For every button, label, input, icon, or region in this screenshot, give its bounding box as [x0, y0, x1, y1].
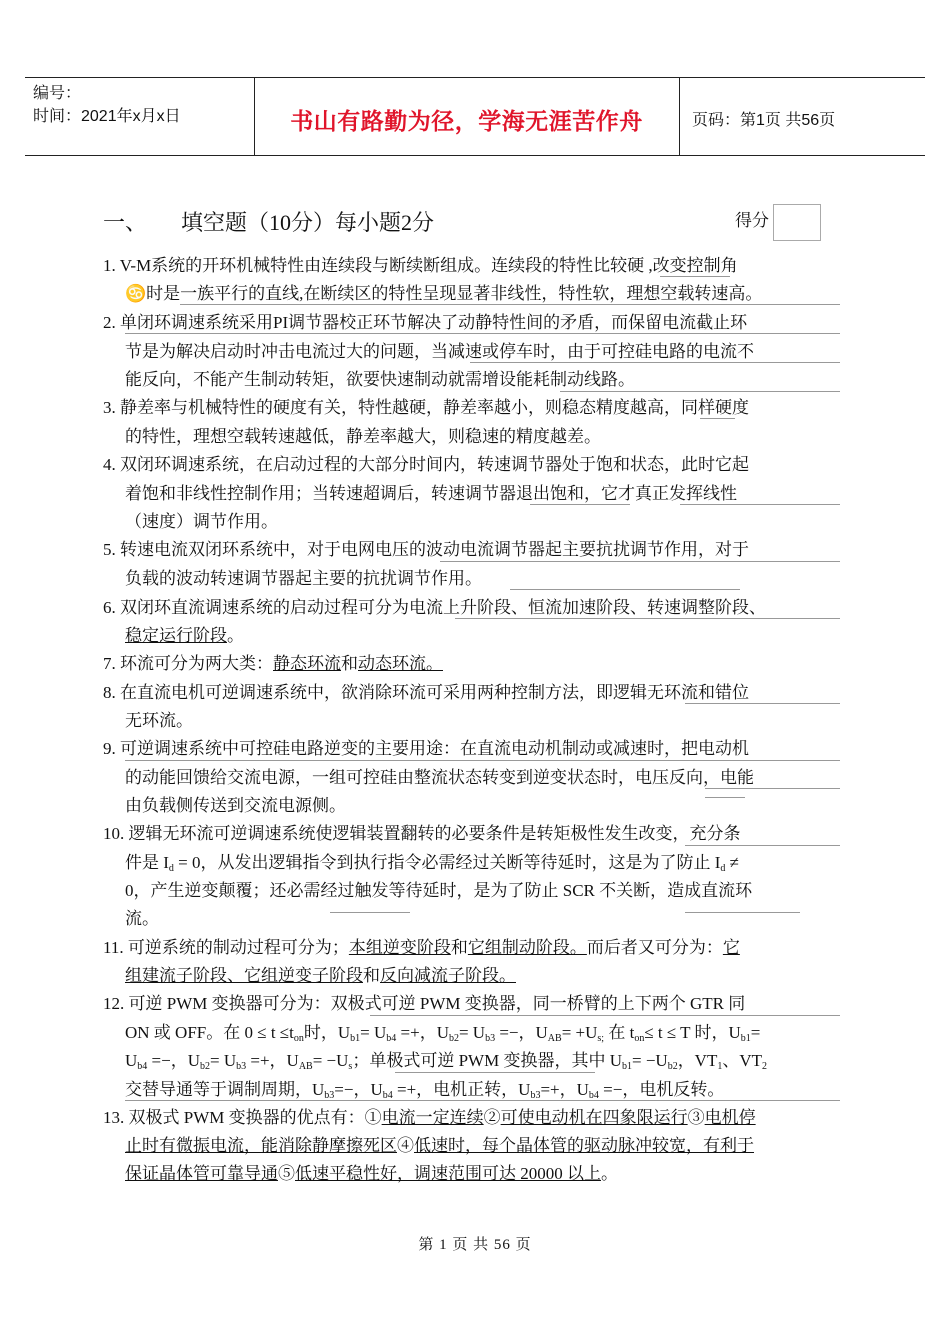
question-text: 件是 I [125, 853, 169, 872]
answer-blank [440, 561, 840, 562]
subscript: b3 [485, 1033, 496, 1044]
question-text: =+，电机正转，U [392, 1080, 531, 1099]
question-text: 13. 双极式 PWM 变换器的优点有：① [103, 1108, 382, 1127]
question-10-line-1: 10. 逻辑无环流可逆调速系统使逻辑装置翻转的必要条件是转矩极性发生改变，充分条 [103, 824, 741, 843]
answer-text: 它组制动阶段。 [467, 938, 587, 957]
question-12-line-4 [125, 1079, 724, 1107]
subscript: s; [597, 1033, 605, 1044]
question-1-line-1: 1. V-M系统的开环机械特性由连续段与断续断组成。连续段的特性比较硬 ,改变控制角 [103, 256, 738, 275]
question-text: ，VT [677, 1051, 718, 1070]
question-12-line-1: 12. 可逆 PWM 变换器可分为：双极式可逆 PWM 变换器，同一桥臂的上下两个 GTR 同 [103, 994, 746, 1013]
question-8-line-2: 无环流。 [125, 711, 193, 730]
subscript: b1 [621, 1061, 632, 1072]
question-text: ③ [687, 1108, 705, 1127]
answer-text: 保证晶体管可靠导通 [125, 1164, 278, 1183]
section-number: 一、 [103, 210, 148, 235]
answer-blank [680, 504, 840, 505]
subscript: on [293, 1033, 304, 1044]
question-2-line-3: 能反向，不能产生制动转矩，欲要快速制动就需增设能耗制动线路。 [125, 370, 635, 389]
answer-text: 本组逆变阶段 [348, 938, 451, 957]
question-2-line-2: 节是为解决启动时冲击电流过大的问题，当减速或停车时，由于可控硅电路的电流不 [125, 342, 754, 361]
subscript: 2 [762, 1061, 768, 1072]
question-text: =−，U [334, 1080, 383, 1099]
answer-blank [530, 504, 630, 505]
answer-blank [700, 418, 735, 419]
subscript: 1 [717, 1061, 723, 1072]
question-text: =−，电机反转。 [598, 1080, 725, 1099]
question-text: 11. 可逆系统的制动过程可分为； [103, 938, 349, 957]
question-9-line-3: 由负载侧传送到交流电源侧。 [125, 796, 346, 815]
subscript: d [168, 863, 174, 874]
question-11-line-2 [125, 965, 516, 987]
answer-blank [370, 1015, 840, 1016]
question-text: 在 t [604, 1023, 635, 1042]
subscript: b4 [588, 1090, 599, 1101]
answer-blank [685, 703, 840, 704]
question-text: = U [209, 1051, 237, 1070]
question-7-line-1 [103, 653, 443, 675]
answer-blank [180, 304, 840, 305]
question-13-line-3 [125, 1163, 618, 1185]
question-4-line-1: 4. 双闭环调速系统，在启动过程的大部分时间内，转速调节器处于饱和状态，此时它起 [103, 455, 749, 474]
question-text: ；单极式可逆 PWM 变换器，其中 U [352, 1051, 622, 1070]
question-text: 、VT [722, 1051, 763, 1070]
header-top-rule [25, 77, 925, 78]
doc-number-label: 编号： [33, 85, 82, 102]
subscript: b2 [199, 1061, 210, 1072]
question-2-line-1: 2. 单闭环调速系统采用PI调节器校正环节解决了动静特性间的矛盾，而保留电流截止环 [103, 313, 748, 332]
question-10-line-2 [125, 852, 739, 880]
question-11-line-1 [103, 937, 740, 959]
question-text: = U [458, 1023, 486, 1042]
section-title [103, 206, 434, 237]
subscript: b3 [530, 1090, 541, 1101]
question-10-line-4: 流。 [125, 909, 159, 928]
question-10-line-3: 0，产生逆变颠覆；还必需经过触发等待延时，是为了防止 SCR 不关断，造成直流环 [125, 881, 753, 900]
question-text: = [750, 1023, 761, 1042]
question-text: ② [483, 1108, 501, 1127]
answer-blank [330, 912, 410, 913]
answer-blank [470, 362, 840, 363]
question-4-line-3: （速度）调节作用。 [125, 512, 278, 531]
answer-text: 它 [722, 938, 740, 957]
answer-blank [685, 912, 800, 913]
score-box[interactable] [773, 204, 821, 241]
question-text: ON 或 OFF。在 0 ≤ t ≤t [125, 1023, 294, 1042]
question-text: ⑤ [278, 1164, 295, 1183]
subscript: s [348, 1061, 353, 1072]
answer-blank [705, 797, 745, 798]
question-12-line-3 [125, 1050, 767, 1078]
question-text: ≠ [725, 853, 740, 872]
subscript: b4 [382, 1090, 393, 1101]
answer-text: 电机停 [704, 1108, 756, 1127]
answer-blank [125, 1100, 840, 1101]
answer-text: 止时有微振电流，能消除静摩擦死区 [125, 1136, 397, 1155]
question-6-line-1: 6. 双闭环直流调速系统的启动过程可分为电流上升阶段、恒流加速阶段、转速调整阶段、 [103, 598, 766, 617]
answer-text: 可使电动机在四象限运行 [500, 1108, 688, 1127]
question-8-line-1: 8. 在直流电机可逆调速系统中，欲消除环流可采用两种控制方法，即逻辑无环流和错位 [103, 683, 749, 702]
question-text: ④ [397, 1136, 414, 1155]
question-text: 而后者又可分为： [586, 938, 723, 957]
question-1-line-2: ♋时是一族平行的直线,在断续区的特性呈现显著非线性，特性软，理想空载转速高。 [125, 284, 763, 303]
header-bottom-rule [25, 155, 925, 156]
answer-blank [510, 589, 740, 590]
answer-text: 低速时，每个晶体管的驱动脉冲较宽，有利于 [414, 1136, 754, 1155]
question-13-line-2 [125, 1135, 754, 1157]
question-text: = +U [561, 1023, 598, 1042]
question-text: =+，U [540, 1080, 589, 1099]
question-text: ≤ t ≤ T 时，U [644, 1023, 741, 1042]
question-13-line-1 [103, 1107, 756, 1129]
subscript: b4 [386, 1033, 397, 1044]
question-text: 和 [363, 966, 380, 985]
question-9-line-1: 9. 可逆调速系统中可控硅电路逆变的主要用途：在直流电动机制动或减速时，把电动机 [103, 739, 749, 758]
subscript: b3 [236, 1061, 247, 1072]
question-text: U [125, 1051, 138, 1070]
question-3-line-2: 的特性，理想空载转速越低，静差率越大，则稳速的精度越差。 [125, 427, 601, 446]
answer-blank [560, 391, 840, 392]
question-text: 时，U [303, 1023, 351, 1042]
subscript: on [634, 1033, 645, 1044]
question-text: = 0，从发出逻辑指令到执行指令必需经过关断等待延时，这是为了防止 I [173, 853, 721, 872]
question-text: = −U [312, 1051, 349, 1070]
question-text: 7. 环流可分为两大类： [103, 654, 273, 673]
page-footer: 第 1 页 共 56 页 [418, 1237, 532, 1253]
answer-text: 电流一定连续 [381, 1108, 484, 1127]
question-text: =−，U [495, 1023, 548, 1042]
answer-blank [395, 1072, 595, 1073]
question-text: 和 [341, 654, 358, 673]
sentence-end: 。 [227, 626, 244, 645]
subscript: d [720, 863, 726, 874]
question-text: 交替导通等于调制周期，U [125, 1080, 325, 1099]
subscript: b2 [448, 1033, 459, 1044]
doc-time-label: 时间：2021年x月x日 [33, 108, 181, 125]
answer-text: 静态环流 [273, 654, 341, 673]
answer-text: 低速平稳性好，调速范围可达 20000 以上 [295, 1164, 601, 1183]
header-motto: 书山有路勤为径，学海无涯苦作舟 [290, 108, 643, 134]
subscript: b1 [740, 1033, 751, 1044]
question-3-line-1: 3. 静差率与机械特性的硬度有关，特性越硬，静差率越小，则稳态精度越高，同样硬度 [103, 398, 749, 417]
answer-blank [660, 276, 730, 277]
subscript: b1 [350, 1033, 361, 1044]
question-6-line-2 [125, 625, 244, 647]
subscript: b4 [137, 1061, 148, 1072]
section-title-text: 填空题（10分）每小题2分 [181, 210, 435, 235]
answer-text: 动态环流。 [358, 654, 443, 673]
answer-blank [685, 845, 840, 846]
header-divider [679, 77, 680, 155]
answer-text: 组建流子阶段、它组逆变子阶段 [125, 966, 363, 985]
question-9-line-2: 的动能回馈给交流电源，一组可控硅由整流状态转变到逆变状态时，电压反向，电能 [125, 768, 754, 787]
subscript: b2 [667, 1061, 678, 1072]
question-12-line-2 [125, 1022, 760, 1050]
question-text: =+，U [246, 1051, 299, 1070]
question-5-line-2: 负载的波动转速调节器起主要的抗扰调节作用。 [125, 569, 482, 588]
answer-text: 稳定运行阶段 [125, 626, 227, 645]
answer-blank [455, 618, 840, 619]
question-text: = −U [631, 1051, 668, 1070]
question-text: 和 [450, 938, 468, 957]
answer-blank [125, 760, 840, 761]
subscript: b3 [324, 1090, 335, 1101]
question-text: = U [360, 1023, 387, 1042]
question-5-line-1: 5. 转速电流双闭环系统中，对于电网电压的波动电流调节器起主要抗扰调节作用，对于 [103, 540, 749, 559]
answer-blank [705, 788, 840, 789]
answer-text: 反向减流子阶段。 [380, 966, 516, 985]
subscript: AB [547, 1033, 562, 1044]
question-text: =−，U [147, 1051, 200, 1070]
question-text: =+，U [396, 1023, 449, 1042]
question-4-line-2: 着饱和非线性控制作用；当转速超调后，转速调节器退出饱和，它才真正发挥线性 [125, 484, 737, 503]
header-page-info: 页码：第1页 共56页 [692, 112, 836, 129]
question-text: 。 [601, 1164, 618, 1183]
answer-blank [125, 333, 840, 334]
score-label: 得分 [735, 211, 769, 230]
subscript: AB [298, 1061, 313, 1072]
